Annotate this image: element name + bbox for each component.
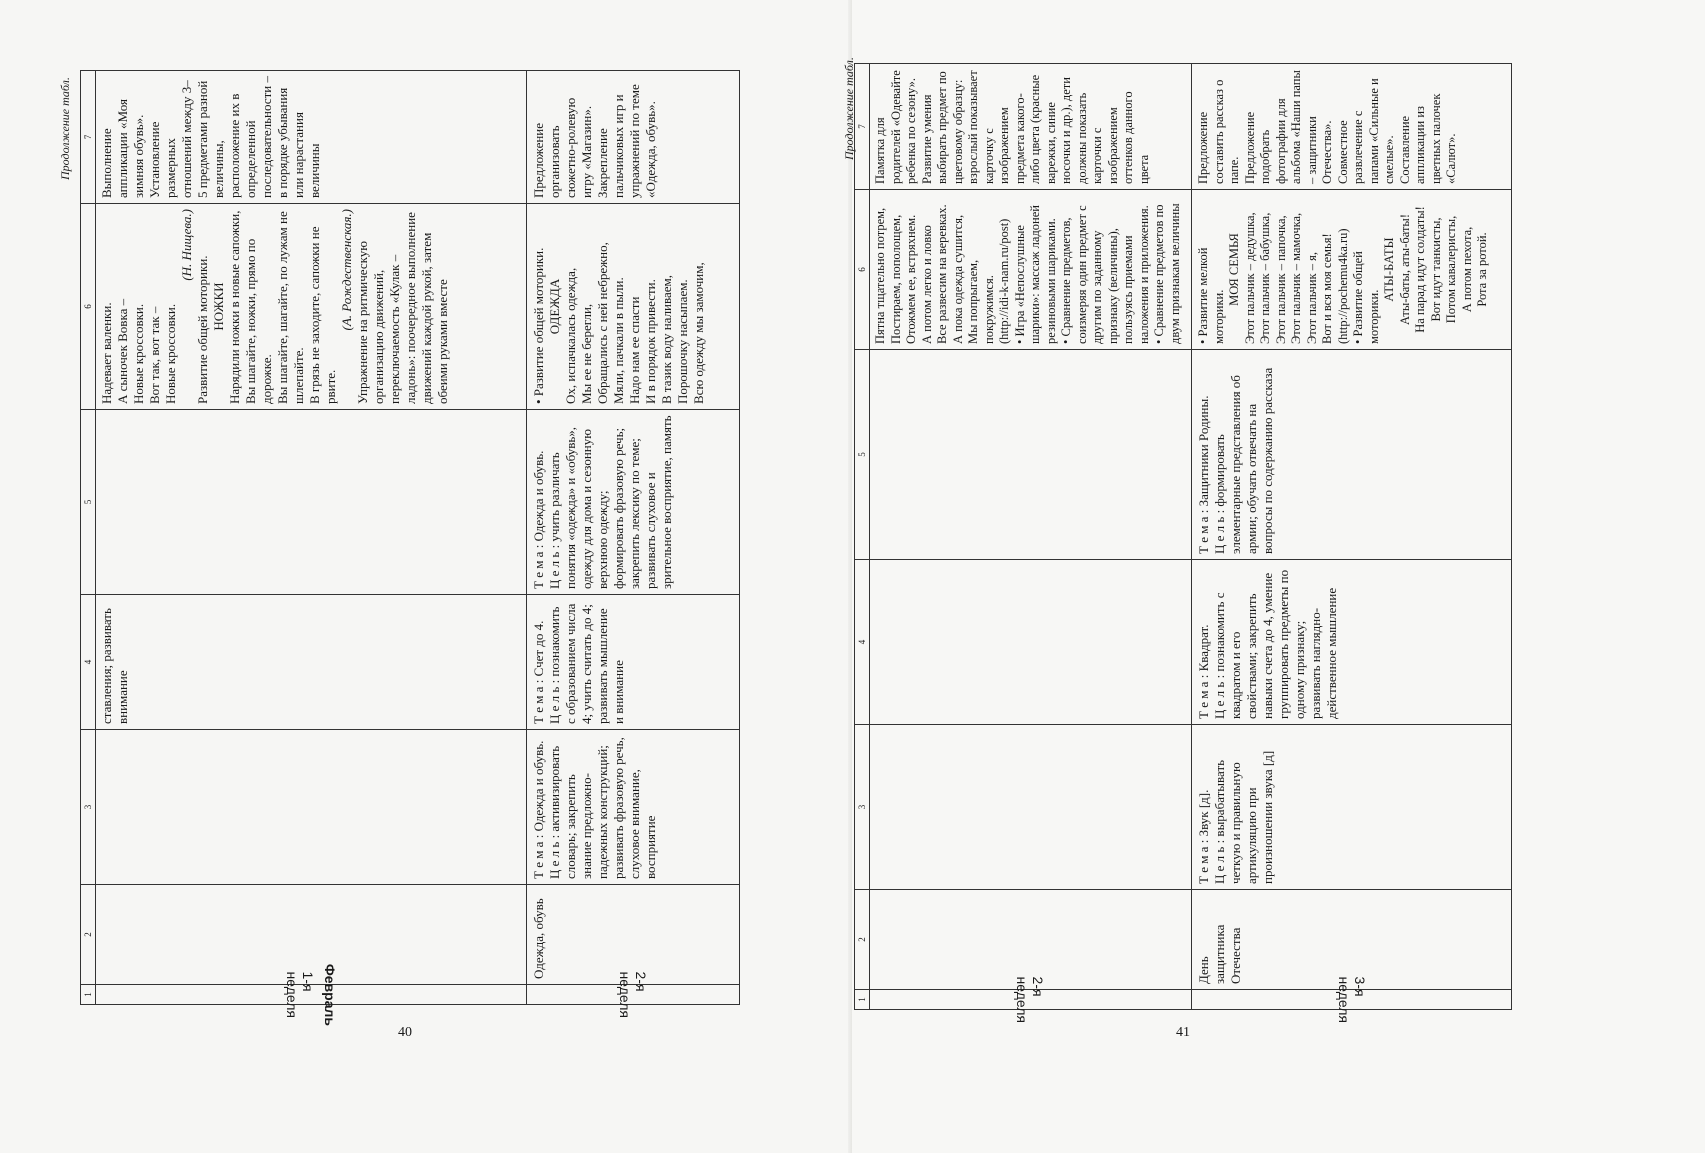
cell-line: ставления; развивать [99,608,114,724]
col-header-3: 3 [855,724,869,889]
cell-line: НОЖКИ [211,282,226,331]
week-label: 1-я неделя [283,971,316,1018]
cell-line: Предложение подобрать фотографии для альбома «Наши папы – защитники Отечества». [1242,70,1334,184]
left-page [0,0,852,1153]
cell-line: Этот пальчик – папочка, [1273,215,1288,344]
cell-line: Этот пальчик – дедушка, [1242,212,1257,344]
cell-line: Ц е л ь : вырабатывать четкую и правильную артикуляцию при произношении звука [д] [1212,750,1275,884]
theme-cell: Одежда, обувь [527,884,739,984]
cell-line: • Сравнение предметов по двум признакам величины [1152,203,1182,344]
cell-line: Этот пальчик – мамочка, [1289,212,1303,344]
right-table-wrapper [854,63,1512,1023]
table-row [95,71,527,1026]
page-number-right: 41 [1176,1025,1190,1040]
left-table-wrapper [80,70,740,1026]
cell-line: Надо нам ее спасти [627,296,642,404]
cell-line: Т е м а : Квадрат. [1196,624,1211,719]
col-header-2: 2 [81,884,95,984]
left-table-header [81,71,96,1004]
cell-line: Мы ее не берегли, [579,303,594,404]
table-row [869,64,1192,1023]
cell-line: Ц е л ь : познакомить с образованием числа 4; учить считать до 4; развивать мышление и внимание [547,603,626,724]
cell-line: Предложение организовать сюжетно-ролевую игру «Магазин». [531,97,594,198]
col-header-6: 6 [81,203,95,409]
cell-line: (Н. Нищева.) [179,209,194,281]
week-cell [869,976,1191,1023]
cell-line: Нарядили ножки в новые сапожки, [227,210,242,404]
cell-line: Т е м а : Защитники Родины. [1196,395,1211,554]
cell-line: А потом легко и ловко [919,225,934,344]
page-number-left: 40 [398,1025,412,1040]
cell-line: Совместное развлечение с папами «Сильные и смелые». [1335,78,1396,184]
col-header-4: 4 [855,559,869,724]
lesson-cell [869,349,1191,559]
table-row [1192,64,1511,1023]
cell-line: Пятна тщательно потрем, [873,207,887,344]
cell-line: Т е м а : Одежда и обувь. [531,740,546,879]
cell-line: • Игра «Непослушные шарики»: массаж ладоней резиновыми шариками. [1012,205,1058,344]
cell-line: Ох, испачкалась одежда, [563,267,578,404]
math-cell [527,594,739,729]
math-cell [869,559,1191,724]
col-header-2: 2 [855,889,869,989]
cell-line: Установление размерных отношений между 3–5 предметами разной величины, расположение их в определенной последовательности – в порядке убывания или нарастания величины [147,76,322,198]
week-cell [95,963,526,1026]
cell-line: Предложение составить рассказ о папе. [1196,79,1241,184]
cell-line: (http://pochemu4ka.ru) [1335,228,1350,344]
continuation-label-right: Продолжение табл. [842,57,856,160]
cell-line: • Развитие общей моторики. [531,247,546,404]
week-label: 2-я неделя [1014,976,1046,1023]
cell-line: Новые кроссовки. [163,303,178,404]
month-label: Февраль [321,963,338,1026]
motor-cell [527,203,739,409]
cell-line: • Развитие мелкой моторики. [1196,247,1226,344]
cell-line: Развитие умения выбирать предмет по цветовому образцу: взрослый показывает карточку с изображением предмета какого-либо цвета (красные варежки, синие носочки и др.), дети должны показать карточки с изображением оттенков данного цвета [919,70,1151,184]
motor-cell [869,189,1191,349]
cell-line: Ц е л ь : познакомить с квадратом и его свойствами; закрепить навыки счета до 4, умение группировать предметы по одному признаку; развивать наглядно-действенное мышление [1212,569,1339,719]
cell-line: Этот пальчик – бабушка, [1258,212,1272,344]
parents-cell [869,64,1191,189]
cell-line: Рота за ротой. [1475,232,1489,307]
week-cell [527,971,739,1018]
cell-line: (А. Рождественская.) [339,209,354,331]
parents-cell [1192,64,1511,189]
cell-line: внимание [115,670,130,724]
continuation-label-left: Продолжение табл. [58,77,72,180]
week-cell [1192,976,1511,1023]
right-table [854,63,1512,1023]
cell-line: Составление аппликации из цветных палочек «Салют». [1397,93,1458,184]
cell-line: Потом кавалеристы, [1444,215,1458,324]
cell-line: • Развитие общей моторики. [1351,251,1381,344]
motor-cell [1192,189,1511,349]
speech-cell [527,729,739,884]
theme-cell [869,889,1191,989]
cell-line: Закрепление пальчиковых игр и упражнений по теме «Одежда, обувь». [595,84,658,198]
cell-line: Памятка для родителей «Одевайте ребенка по сезону». [873,70,918,184]
cell-line: Порошочку насыпаем. [675,279,690,404]
cell-line: Вы шагайте, ножки, прямо по дорожке. [243,238,274,404]
cell-line: Всю одежду мы замочим, [691,262,706,404]
right-page [842,0,1705,1153]
cell-line: Т е м а : Звук [д]. [1196,789,1211,884]
lesson-cell [527,409,739,594]
lesson-cell [95,409,526,594]
table-row [527,71,739,1018]
math-cell [1192,559,1511,724]
col-header-6: 6 [855,189,869,349]
left-table [80,70,740,1026]
cell-line: АТЫ-БАТЫ [1382,237,1396,302]
cell-line: Мяли, пачкали в пыли. [611,277,626,404]
cell-line: Отожмем ее, встряхнем. [904,214,918,344]
cell-line: Надевает валенки. [99,302,114,404]
cell-line: Ц е л ь : учить различать понятия «одежда» и «обувь», одежду для дома и сезонную верхнюю одежду; формировать фразовую речь; закрепить лексику по теме; развивать слуховое и зрительное восприятие, память [547,415,674,589]
col-header-4: 4 [81,594,95,729]
cell-line: Развитие общей моторики. [195,255,210,404]
col-header-7: 7 [857,124,867,129]
col-header-5: 5 [855,349,869,559]
cell-line: А потом пехота, [1459,226,1474,313]
cell-line: • Сравнение предметов, соизмеряя один предмет с другим по заданному признаку (величины), пользуясь приемами наложения и приложения. [1059,205,1151,344]
cell-line: На парад идут солдаты! [1413,206,1427,333]
col-header-5: 5 [81,409,95,594]
theme-cell: День защитника Отечества [1192,889,1511,989]
cell-line: МОЯ СЕМЬЯ [1227,233,1241,306]
col-header-7: 7 [83,134,93,140]
cell-line: А пока одежда сушится, [950,214,965,344]
speech-cell [95,729,526,884]
cell-line: Все развесим на веревках. [935,204,949,344]
week-label: 3-я неделя [1335,976,1368,1023]
lesson-cell [1192,349,1511,559]
cell-line: Обращались с ней небрежно, [595,242,610,404]
cell-line: Аты-баты, аты-баты! [1397,214,1412,325]
col-header-1: 1 [81,984,95,1004]
cell-line: (http://idi-k-nam.ru/post) [997,218,1011,344]
week-label: 2-я неделя [617,971,649,1018]
cell-line: А сыночек Вовка – [115,298,130,404]
speech-cell [1192,724,1511,889]
right-table-header [855,64,870,1009]
cell-line: В тазик воду наливаем, [659,275,674,404]
math-cell [95,594,526,729]
cell-line: Вот и вся моя семья! [1320,233,1334,344]
parents-cell [527,71,739,203]
cell-line: Вот идут танкисты, [1428,217,1443,322]
cell-line: Т е м а : Одежда и обувь. [531,450,546,589]
cell-line: ОДЕЖДА [547,278,562,335]
cell-line: Упражнение на ритмическую организацию движений, переключаемость «Кулак – ладонь»: поочередное выполнение движений каждой рукой, затем обеими руками вместе [355,212,450,404]
cell-line: Новые кроссовки. [131,303,146,404]
cell-line: Этот пальчик – я, [1304,252,1319,344]
cell-line: Ц е л ь : активизировать словарь; закрепить знание предложно-падежных конструкций; развивать фразовую речь, слуховое внимание, восприятие [547,737,658,879]
col-header-1: 1 [855,989,869,1009]
cell-line: Т е м а : Счет до 4. [531,620,546,724]
motor-cell [95,203,526,409]
cell-line: Вот так, вот так – [147,306,162,404]
parents-cell [95,71,526,203]
cell-line: Вы шагайте, шагайте, по лужам не шлепайте. [275,211,306,404]
speech-cell [869,724,1191,889]
cell-line: Ц е л ь : формировать элементарные представления об армии; обучать отвечать на вопросы по содержанию рассказа [1212,367,1275,554]
col-header-3: 3 [81,729,95,884]
cell-line: Выполнение аппликации «Моя зимняя обувь». [99,99,146,198]
cell-line: Мы попрыгаем, покружимся. [966,259,996,344]
theme-cell [95,884,526,984]
cell-line: И в порядок привести. [643,279,658,404]
cell-line: Постираем, пополощем, [888,214,903,344]
cell-line: В грязь не заходите, сапожки не рвите. [307,226,338,404]
